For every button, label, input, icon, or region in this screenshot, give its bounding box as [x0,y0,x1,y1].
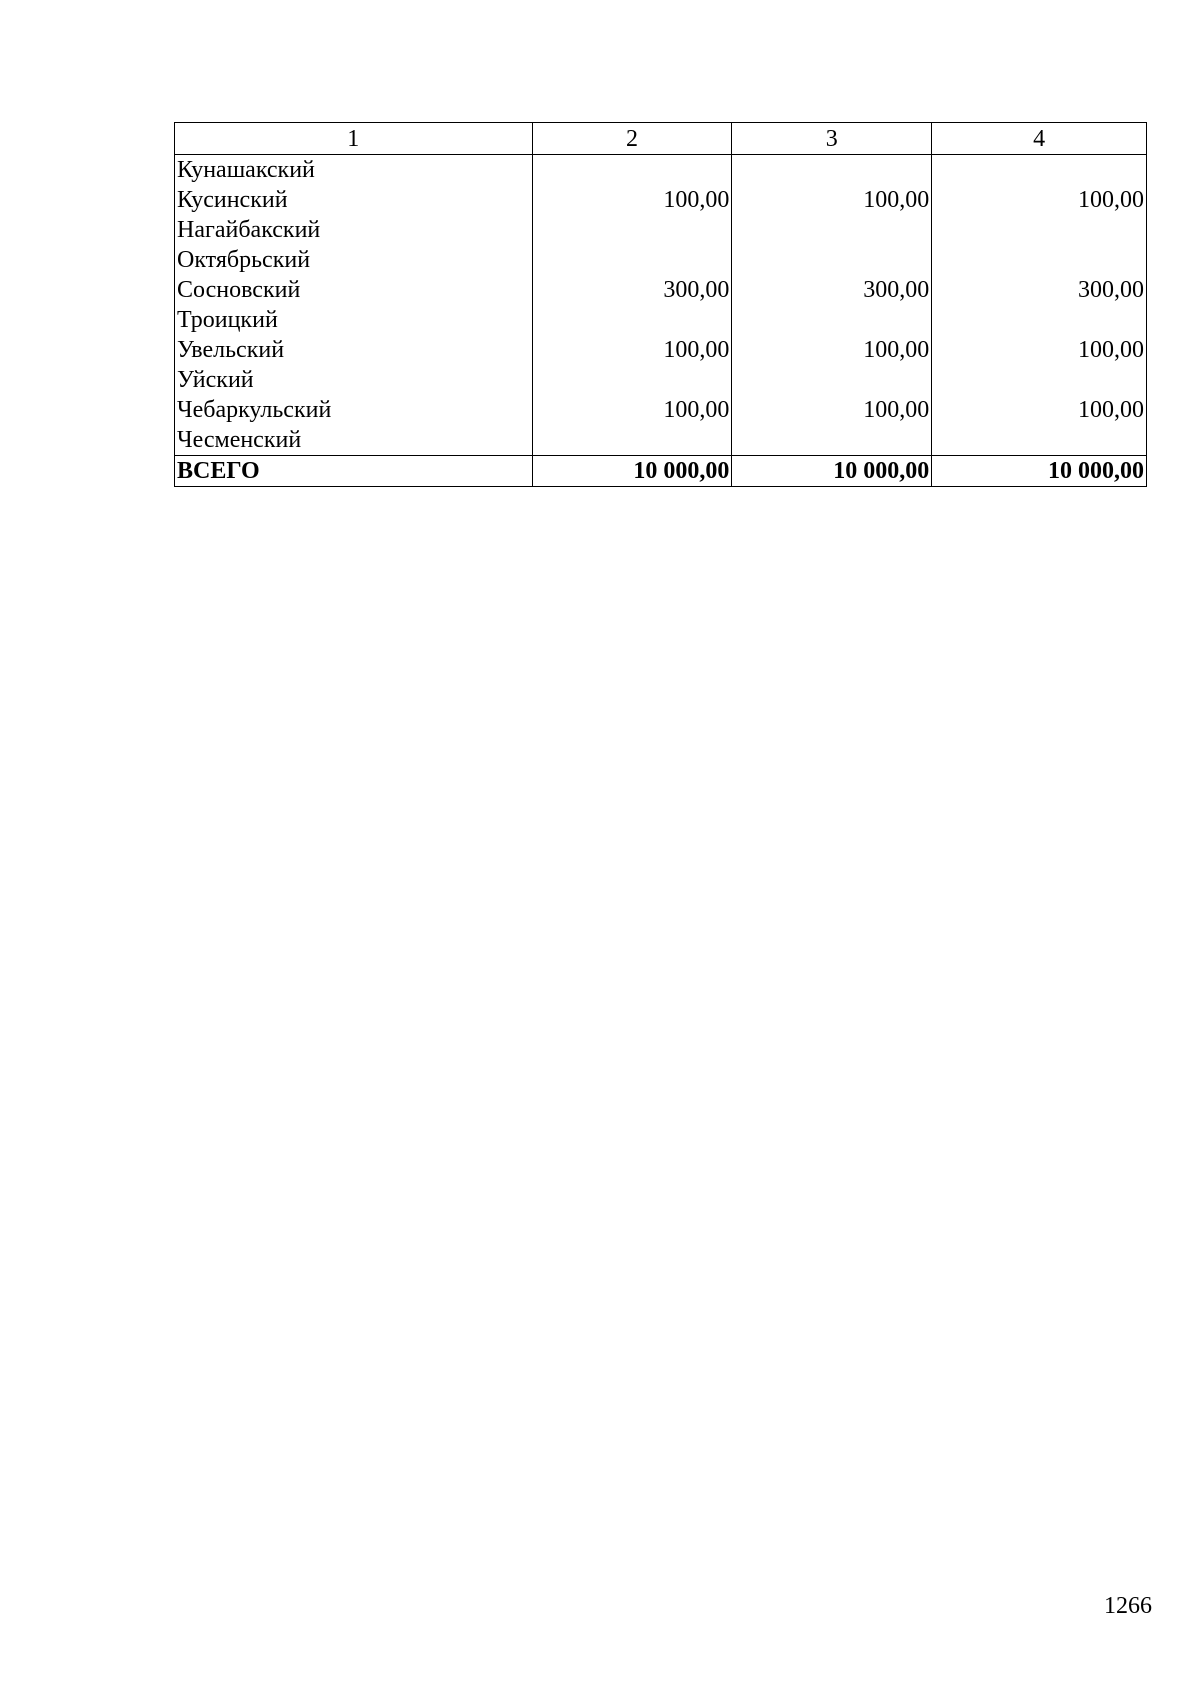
page-number: 1266 [1104,1593,1152,1619]
table-body [175,155,1147,487]
value-col-2: 100,00 [532,395,732,425]
total-col-4: 10 000,00 [932,456,1147,487]
value-col-3 [732,155,932,186]
value-col-2 [532,305,732,335]
value-col-4 [932,245,1147,275]
value-col-4 [932,155,1147,186]
total-label: ВСЕГО [175,456,533,487]
header-row [175,123,1147,155]
value-col-2 [532,365,732,395]
header-col-1: 1 [175,123,533,155]
value-col-3 [732,365,932,395]
table-row [175,395,1147,425]
table-row [175,305,1147,335]
value-col-3: 100,00 [732,395,932,425]
value-col-2 [532,155,732,186]
district-name: Увельский [175,335,533,365]
total-col-3: 10 000,00 [732,456,932,487]
district-name: Кунашакский [175,155,533,186]
total-row [175,456,1147,487]
value-col-4: 100,00 [932,335,1147,365]
table-row [175,215,1147,245]
value-col-2: 100,00 [532,335,732,365]
value-col-3: 100,00 [732,335,932,365]
district-name: Сосновский [175,275,533,305]
value-col-3 [732,425,932,456]
value-col-2 [532,425,732,456]
table-header [175,123,1147,155]
table-row [175,365,1147,395]
district-name: Троицкий [175,305,533,335]
value-col-4 [932,365,1147,395]
value-col-4 [932,215,1147,245]
value-col-4: 100,00 [932,185,1147,215]
header-col-3: 3 [732,123,932,155]
district-name: Уйский [175,365,533,395]
table-row [175,275,1147,305]
header-col-4: 4 [932,123,1147,155]
total-col-2: 10 000,00 [532,456,732,487]
value-col-3 [732,245,932,275]
table-row [175,155,1147,186]
value-col-2: 100,00 [532,185,732,215]
value-col-3 [732,215,932,245]
value-col-3: 300,00 [732,275,932,305]
table-row [175,245,1147,275]
budget-table [174,122,1147,487]
value-col-4 [932,425,1147,456]
district-name: Кусинский [175,185,533,215]
value-col-3 [732,305,932,335]
header-col-2: 2 [532,123,732,155]
value-col-2 [532,245,732,275]
value-col-3: 100,00 [732,185,932,215]
district-name: Чесменский [175,425,533,456]
table-row [175,335,1147,365]
value-col-4: 300,00 [932,275,1147,305]
district-name: Нагайбакский [175,215,533,245]
value-col-2: 300,00 [532,275,732,305]
value-col-4 [932,305,1147,335]
table-row [175,425,1147,456]
value-col-4: 100,00 [932,395,1147,425]
table-row [175,185,1147,215]
value-col-2 [532,215,732,245]
district-name: Октябрьский [175,245,533,275]
district-name: Чебаркульский [175,395,533,425]
